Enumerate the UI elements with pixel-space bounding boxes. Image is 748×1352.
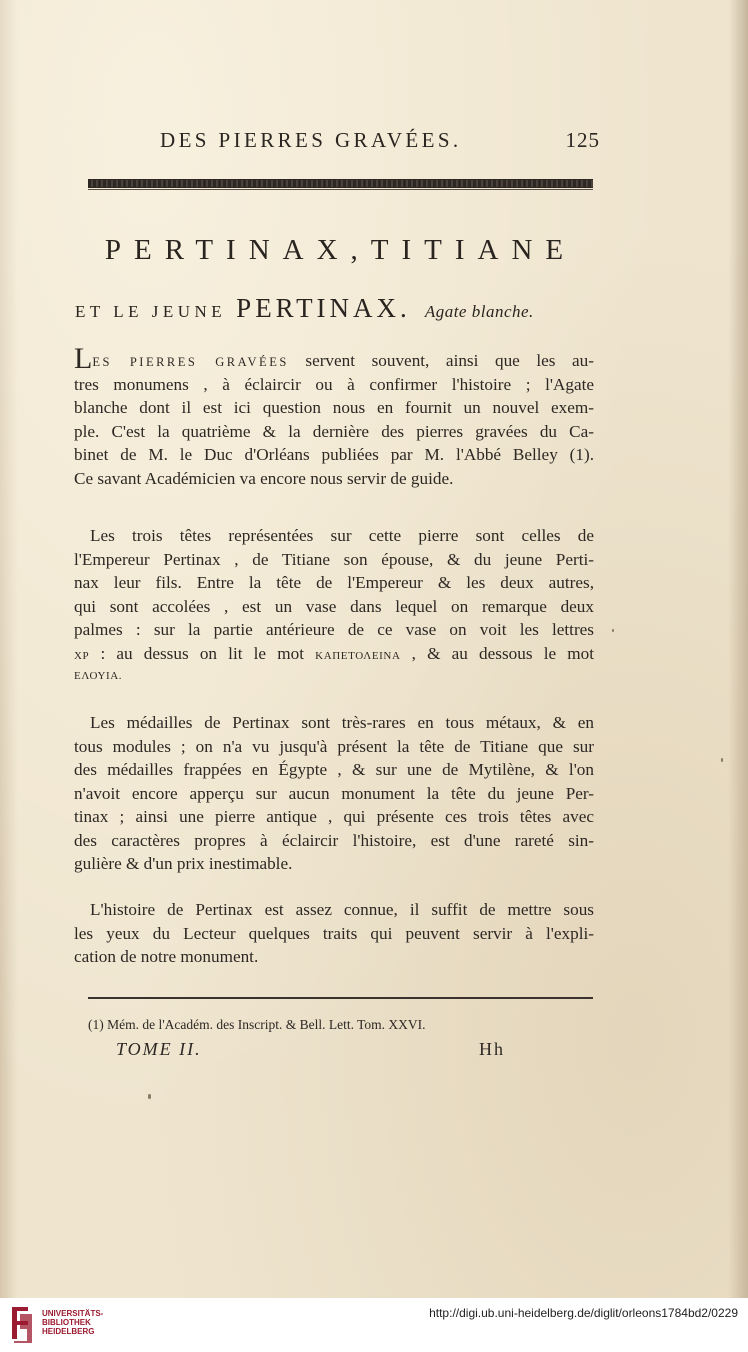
permalink-url[interactable]: http://digi.ub.uni-heidelberg.de/diglit/orleons1784bd2/0229	[429, 1306, 738, 1320]
p4-line-1: L'histoire de Pertinax est assez connue, il suffit de mettre sous	[90, 900, 594, 919]
p3-line-1: Les médailles de Pertinax sont très-rares en tous métaux, & en	[90, 713, 594, 732]
p2-line-2: l'Empereur Pertinax , de Titiane son épouse, & du jeune Perti-	[74, 549, 594, 569]
p2-line-4: qui sont accolées , est un vase dans lequel on remarque deux	[74, 596, 594, 616]
subtitle-material: Agate blanche.	[424, 302, 534, 321]
subtitle-name: PERTINAX.	[236, 293, 411, 323]
running-head-title: DES PIERRES GRAVÉES.	[160, 128, 462, 152]
smallcaps-lead: ES PIERRES GRAVÉES	[92, 355, 289, 369]
paragraph-4	[74, 898, 594, 969]
p2-line-5: palmes : sur la partie antérieure de ce vase on voit les lettres	[74, 620, 594, 639]
university-library-logo-icon[interactable]	[8, 1305, 34, 1345]
p4-line-2: les yeux du Lecteur quelques traits qui peuvent servir à l'expli-	[74, 923, 594, 943]
section-title: PERTINAX,TITIANE	[104, 234, 577, 266]
ink-speck	[612, 629, 614, 632]
ink-speck	[721, 758, 723, 762]
running-head	[160, 128, 600, 158]
p1-line-3: blanche dont il est ici question nous en fournit un nouvel exem-	[74, 398, 594, 417]
p1-line-5: binet de M. le Duc d'Orléans publiées par M. l'Abbé Belley (1).	[74, 445, 594, 464]
drop-cap: L	[74, 342, 93, 375]
p3-line-4: n'avoit encore apperçu sur aucun monument la tête du jeune Per-	[74, 783, 594, 803]
p2-line-3: nax leur fils. Entre la tête de l'Empereur & les deux autres,	[74, 573, 594, 592]
p1-line-2: tres monumens , à éclaircir ou à confirmer l'histoire ; l'Agate	[74, 374, 594, 394]
p1-line-4: ple. C'est la quatrième & la dernière des pierres gravées du Ca-	[74, 421, 594, 441]
p1-line-6: Ce savant Académicien va encore nous servir de guide.	[74, 468, 454, 488]
p3-line-6: des caractères propres à éclaircir l'histoire, est d'une rareté sin-	[74, 830, 594, 850]
signature-mark: Hh	[479, 1039, 505, 1059]
ink-speck	[148, 1094, 151, 1099]
subtitle-prefix: ET LE JEUNE	[75, 302, 227, 321]
p2-line-6: ΧΡ : au dessus on lit le mot ΚΑΠΕΤΟΛΕΙΝΑ , & au dessous le mot	[74, 643, 595, 663]
library-name: UNIVERSITÄTS- BIBLIOTHEK HEIDELBERG	[42, 1309, 104, 1337]
p3-line-7: gulière & d'un prix inestimable.	[74, 854, 293, 873]
page-number: 125	[565, 128, 600, 152]
section-subtitle	[75, 293, 605, 327]
paragraph-3	[74, 711, 594, 876]
p1-line-1: servent souvent, ainsi que les au-	[305, 351, 594, 370]
p3-line-2: tous modules ; on n'a vu jusqu'à présent la tête de Titiane que sur	[74, 736, 594, 756]
p2-line-1: Les trois têtes représentées sur cette pierre sont celles de	[90, 526, 594, 545]
signature-line	[116, 1039, 516, 1060]
paragraph-2	[74, 524, 594, 689]
footnote: (1) Mém. de l'Académ. des Inscript. & Bell. Lett. Tom. XXVI.	[88, 1017, 426, 1032]
greek-word-2: ΕΛΟΥΙΑ.	[74, 670, 123, 682]
thin-rule	[88, 189, 593, 190]
tome-mark: TOME II.	[116, 1039, 202, 1059]
p3-line-3: des médailles frappées en Égypte , & sur une de Mytilène, & l'on	[74, 760, 594, 779]
greek-letters: ΧΡ	[74, 649, 90, 662]
library-banner	[0, 1298, 748, 1352]
p4-line-3: cation de notre monument.	[74, 947, 259, 966]
greek-word-1: ΚΑΠΕΤΟΛΕΙΝΑ	[315, 649, 401, 662]
paragraph-1	[74, 342, 594, 490]
footnote-rule	[88, 997, 593, 999]
p3-line-5: tinax ; ainsi une pierre antique , qui présente ces trois têtes avec	[74, 807, 594, 826]
ornamental-rule	[88, 179, 593, 188]
